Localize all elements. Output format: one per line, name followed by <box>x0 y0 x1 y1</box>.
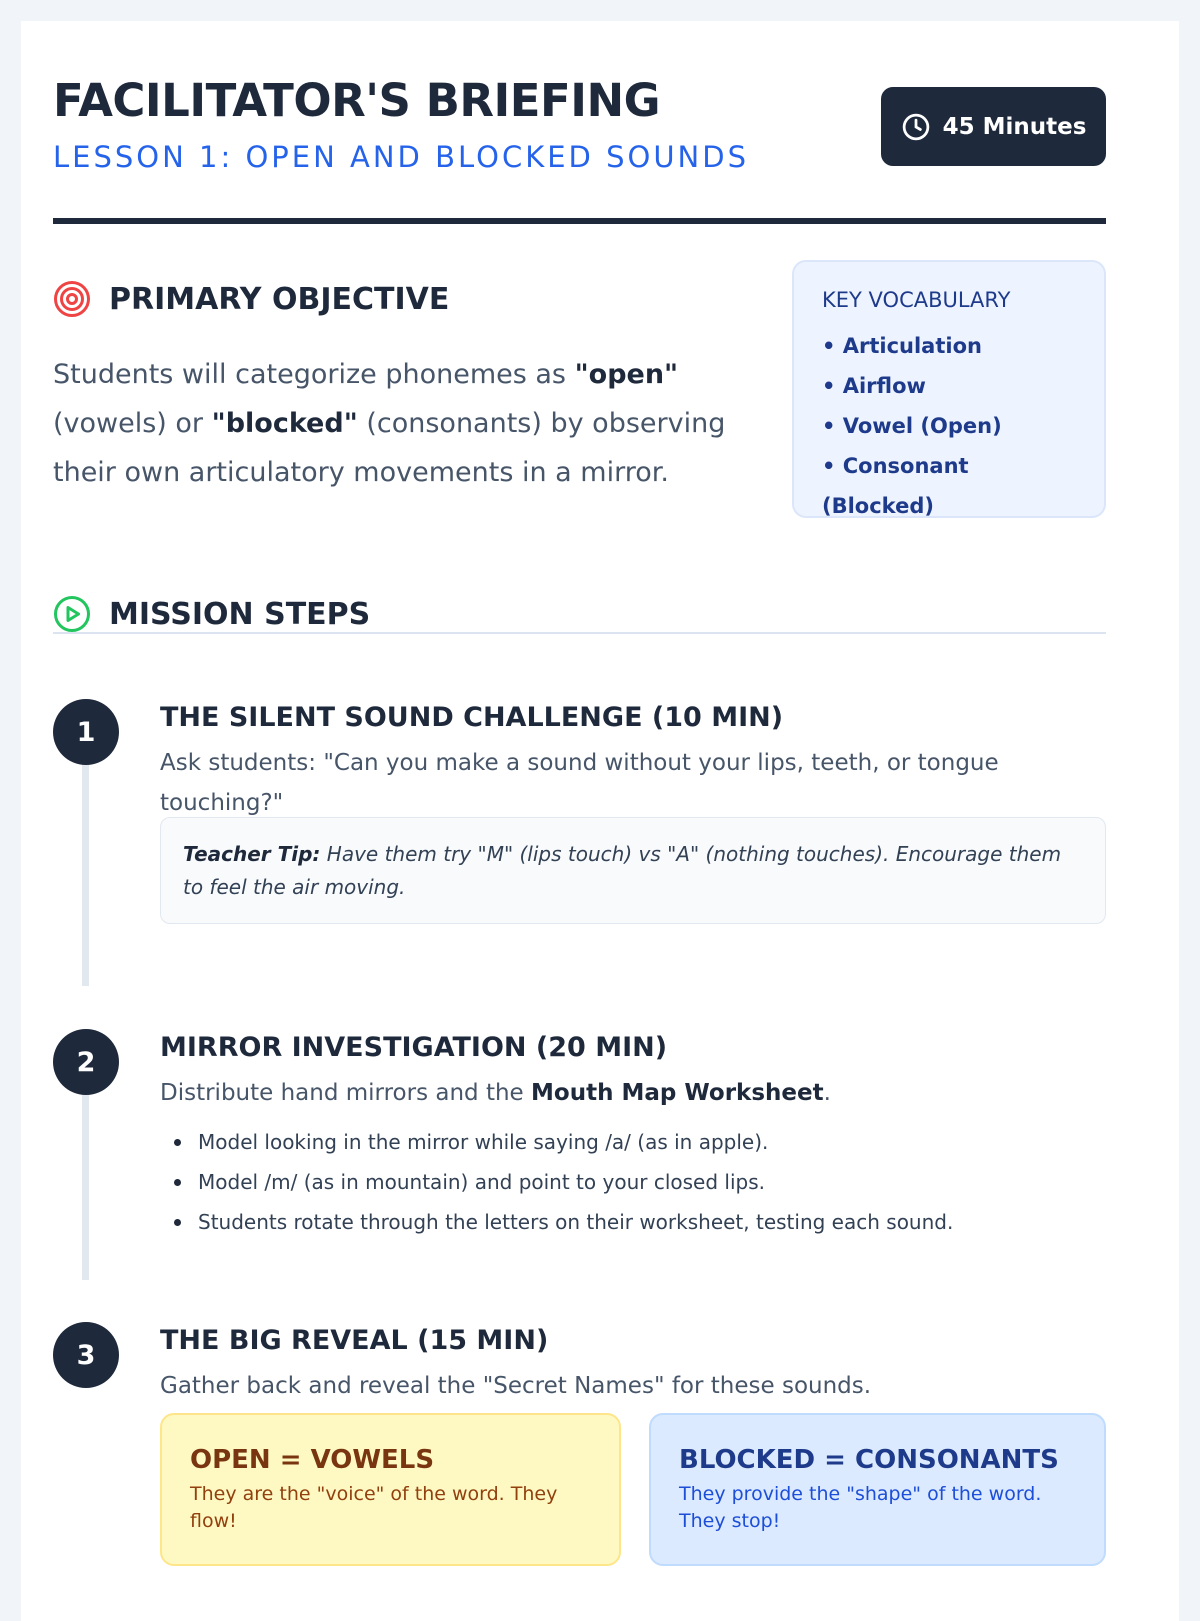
header-divider <box>53 218 1106 224</box>
step-number-badge: 3 <box>53 1322 119 1388</box>
mission-divider <box>53 632 1106 634</box>
step-number-badge: 2 <box>53 1029 119 1095</box>
objective-text-part: Students will categorize phonemes as <box>53 359 575 390</box>
step-connector <box>82 750 89 986</box>
objective-heading <box>53 280 449 318</box>
vocabulary-title: KEY VOCABULARY <box>822 288 1011 312</box>
vocabulary-list <box>822 326 1076 526</box>
blocked-consonants-card <box>649 1413 1106 1566</box>
step-description-part: . <box>823 1080 831 1106</box>
mission-heading <box>53 595 370 633</box>
teacher-tip <box>160 817 1106 924</box>
step-description: Gather back and reveal the "Secret Names" for these sounds. <box>160 1373 872 1399</box>
blocked-card-text: They provide the "shape" of the word. They stop! <box>679 1483 1042 1532</box>
step-connector <box>82 1080 89 1280</box>
vocabulary-item: • Consonant (Blocked) <box>822 446 1076 526</box>
step-bullet-list <box>198 1122 1098 1242</box>
worksheet-name: Mouth Map Worksheet <box>531 1080 824 1106</box>
open-vowels-card <box>160 1413 621 1566</box>
objective-heading-text: PRIMARY OBJECTIVE <box>109 281 450 317</box>
teacher-tip-label: Teacher Tip: <box>183 842 321 866</box>
objective-text-part: (vowels) or <box>53 408 212 439</box>
teacher-tip-text: Have them try "M" (lips touch) vs "A" (nothing touches). Encourage them to feel the air moving. <box>183 842 1062 899</box>
step-description <box>160 1073 1060 1113</box>
list-item: Model looking in the mirror while saying /a/ (as in apple). <box>198 1122 1098 1162</box>
duration-label: 45 Minutes <box>942 113 1087 140</box>
page-title: FACILITATOR'S BRIEFING <box>53 74 661 127</box>
lesson-subtitle: LESSON 1: OPEN AND BLOCKED SOUNDS <box>53 140 749 174</box>
objective-text-part: (consonants) by observing their own articulatory movements in a mirror. <box>53 408 726 488</box>
duration-badge <box>881 87 1106 166</box>
step-description-part: Distribute hand mirrors and the <box>160 1080 532 1106</box>
header <box>53 58 1106 228</box>
step-number-badge: 1 <box>53 699 119 765</box>
play-circle-icon <box>53 595 91 633</box>
open-card-title: OPEN = VOWELS <box>190 1445 435 1475</box>
key-vocabulary-card <box>792 260 1106 518</box>
objective-blocked-word: "blocked" <box>211 408 358 439</box>
step-title: THE BIG REVEAL (15 MIN) <box>160 1325 549 1356</box>
objective-text <box>53 350 743 497</box>
step-description: Ask students: "Can you make a sound without your lips, teeth, or tongue touching?" <box>160 750 999 816</box>
step-title: THE SILENT SOUND CHALLENGE (10 MIN) <box>160 702 784 733</box>
step-title: MIRROR INVESTIGATION (20 MIN) <box>160 1032 668 1063</box>
open-card-text: They are the "voice" of the word. They flow! <box>190 1483 558 1532</box>
vocabulary-item: • Airflow <box>822 366 1076 406</box>
list-item: Model /m/ (as in mountain) and point to your closed lips. <box>198 1162 1098 1202</box>
objective-open-word: "open" <box>574 359 679 390</box>
blocked-card-title: BLOCKED = CONSONANTS <box>679 1445 1059 1475</box>
clock-icon <box>901 112 931 142</box>
mission-heading-text: MISSION STEPS <box>109 596 371 632</box>
list-item: Students rotate through the letters on their worksheet, testing each sound. <box>198 1202 1098 1242</box>
vocabulary-item: • Articulation <box>822 326 1076 366</box>
target-icon <box>53 280 91 318</box>
vocabulary-item: • Vowel (Open) <box>822 406 1076 446</box>
